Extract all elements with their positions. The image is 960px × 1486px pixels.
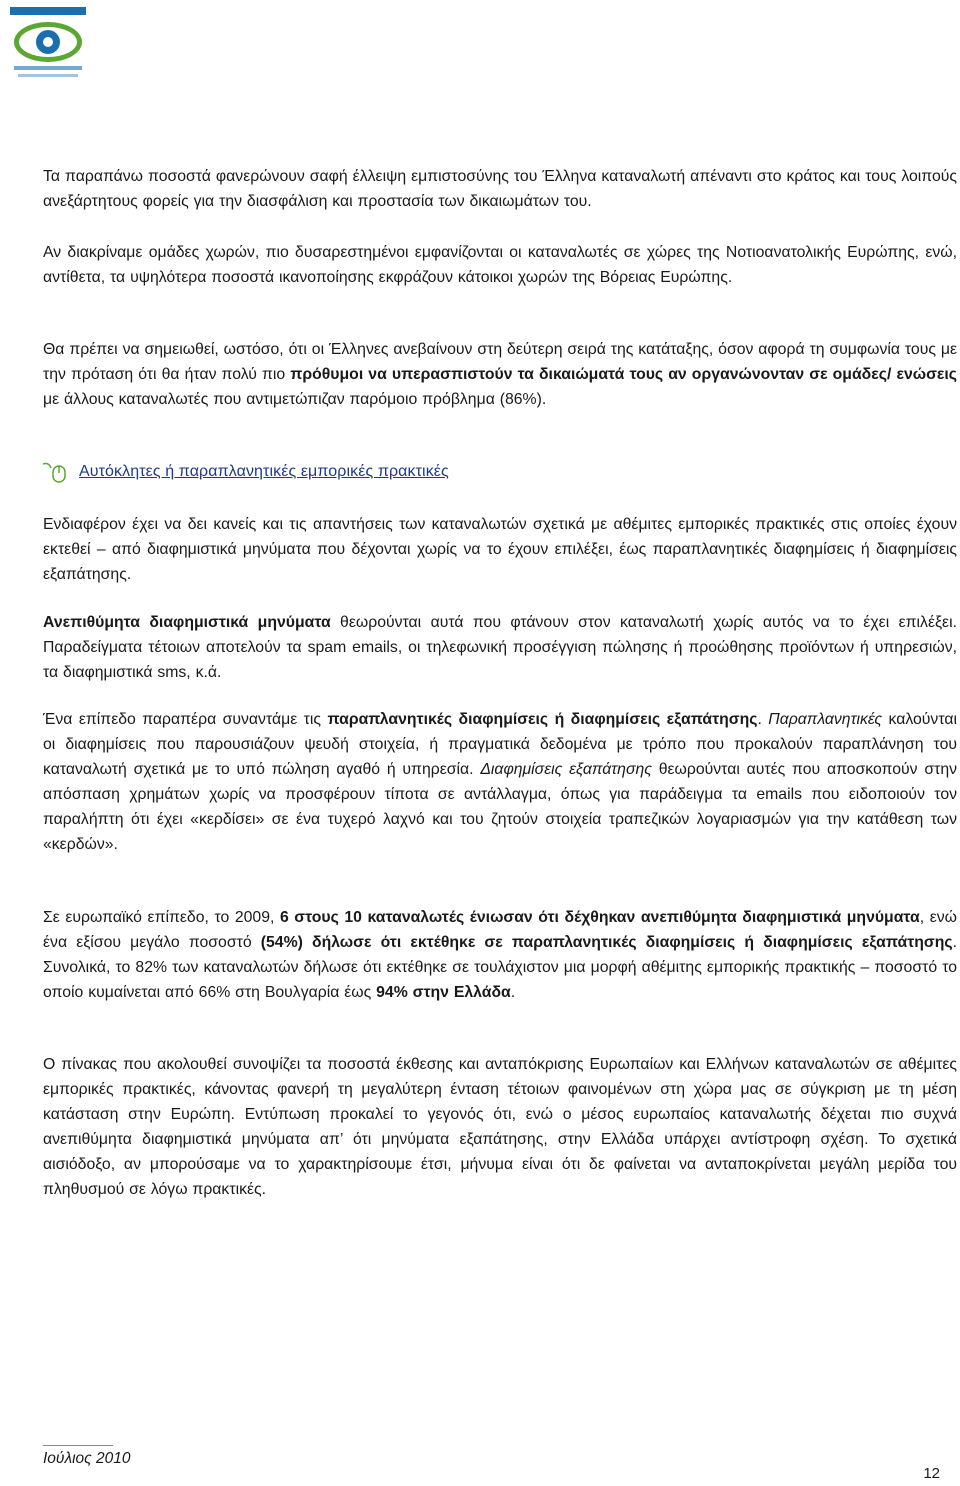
bold-text: πρόθυμοι να υπερασπιστούν τα δικαιώματά τους αν οργανώνονταν σε ομάδες/ ενώσεις [290,366,957,383]
page-number: 12 [923,1465,940,1482]
paragraph-8: Ο πίνακας που ακολουθεί συνοψίζει τα ποσοστά έκθεσης και ανταπόκρισης Ευρωπαίων και Ελλήνων καταναλωτών σε αθέμιτες εμπορικές πρακτικές, κάνοντας φανερή τη μεγαλύτερη ένταση τέτοιων φαινομένων στη χώρα μας σε σύγκριση με τη μέση κατάσταση στην Ευρώπη. Εντύπωση προκαλεί το γεγονός ότι, ενώ ο μέσος ευρωπαίος καταναλωτής δέχεται πιο συχνά ανεπιθύμητα διαφημιστικά μηνύματα απ’ ότι μηνύματα εξαπάτησης, στην Ελλάδα υπάρχει αντίστροφη σχέση. Το σχετικά αισιόδοξο, αν μπορούσαμε να το χαρακτηρίσουμε έτσι, μήνυμα είναι ότι δε φαίνεται να ανταποκρίνεται μεγάλη μερίδα του πληθυσμού σε λόγω πρακτικές. [43,1056,957,1198]
text-span: . [757,711,769,728]
bold-text: Ανεπιθύμητα διαφημιστικά μηνύματα [43,614,331,631]
mouse-bullet-icon [41,460,71,484]
bold-text: 94% στην Ελλάδα [376,984,511,1001]
text-span: , ενώ ένα εξίσου μεγάλο ποσοστό [43,909,958,951]
text-span: θεωρούνται αυτές που αποσκοπούν στην απόσπαση χρημάτων χωρίς να προσφέρουν τίποτα σε αντάλλαγμα, όπως για παράδειγμα τα emails που ειδοποιούν τον παραλήπτη ότι έχει «κερδίσει» σε ένα τυχερό λαχνό και του ζητούν στοιχεία τραπεζικών λογαριασμών για την κατάθεση των «κερδών». [43,761,957,853]
bold-text: 6 στους 10 καταναλωτές ένιωσαν ότι δέχθηκαν ανεπιθύμητα διαφημιστικά μηνύματα [279,909,920,926]
footer-divider [43,1445,113,1446]
bold-text: παραπλανητικές διαφημίσεις ή διαφημίσεις εξαπάτησης [327,711,758,728]
footer-date: Ιούλιος 2010 [43,1450,131,1467]
italic-text: Διαφημίσεις εξαπάτησης [480,761,652,778]
paragraph-7 [43,905,957,1005]
logo [8,4,88,82]
paragraph-5 [43,610,957,685]
paragraph-1: Τα παραπάνω ποσοστά φανερώνουν σαφή έλλειψη εμπιστοσύνης του Έλληνα καταναλωτή απέναντι στο κράτος και τους λοιπούς ανεξάρτητους φορείς για την διασφάλιση και προστασία των δικαιωμάτων του. [43,168,957,210]
text-span: Σε ευρωπαϊκό επίπεδο, το 2009, [43,909,280,926]
text-span: καλούνται οι διαφημίσεις που παρουσιάζουν ψευδή στοιχεία, ή πραγματικά δεδομένα με τρόπο που προκαλούν παραπλάνηση του καταναλωτή σχετικά με το υπό πώληση αγαθό ή υπηρεσία. [43,711,957,778]
paragraph-3 [43,337,957,412]
paragraph-2: Αν διακρίναμε ομάδες χωρών, πιο δυσαρεστημένοι εμφανίζονται οι καταναλωτές σε χώρες της Νοτιοανατολικής Ευρώπης, ενώ, αντίθετα, τα υψηλότερα ποσοστά ικανοποίησης εκφράζουν κάτοικοι χωρών της Βόρειας Ευρώπης. [43,244,957,286]
eye-logo-icon [8,4,88,82]
text-span: . Συνολικά, το 82% των καταναλωτών δήλωσε ότι εκτέθηκε σε τουλάχιστον μια μορφή αθέμιτης εμπορικής πρακτικής – ποσοστό το οποίο κυμαίνεται από 66% στη Βουλγαρία έως [43,934,957,1001]
text-span: Θα πρέπει να σημειωθεί, ωστόσο, ότι οι Έλληνες ανεβαίνουν στη δεύτερη σειρά της κατάταξης, όσον αφορά τη συμφωνία τους με την πρόταση ότι θα ήταν πολύ πιο [43,341,957,383]
paragraph-6 [43,707,957,857]
text-span: . [510,984,516,1001]
section-heading [43,460,449,484]
heading-text: Αυτόκλητες ή παραπλανητικές εμπορικές πρακτικές [79,463,449,480]
text-span: Ένα επίπεδο παραπέρα συναντάμε τις [43,711,328,728]
paragraph-4: Ενδιαφέρον έχει να δει κανείς και τις απαντήσεις των καταναλωτών σχετικά με αθέμιτες εμπορικές πρακτικές στις οποίες έχουν εκτεθεί – από διαφημιστικά μηνύματα που δέχονται χωρίς να το έχουν επιλέξει, έως παραπλανητικές διαφημίσεις ή διαφημίσεις εξαπάτησης. [43,516,957,583]
text-span: με άλλους καταναλωτές που αντιμετώπιζαν παρόμοιο πρόβλημα (86%). [43,391,547,408]
text-span: θεωρούνται αυτά που φτάνουν στον καταναλωτή χωρίς αυτός να το έχει επιλέξει. Παραδείγματα τέτοιων αποτελούν τα spam emails, οι τηλεφωνική προσέγγιση πώλησης ή προώθησης προϊόντων ή υπηρεσιών, τα διαφημιστικά sms, κ.ά. [43,614,957,681]
italic-text: Παραπλανητικές [768,711,883,728]
bold-text: (54%) δήλωσε ότι εκτέθηκε σε παραπλανητικές διαφημίσεις ή διαφημίσεις εξαπάτησης [260,934,953,951]
